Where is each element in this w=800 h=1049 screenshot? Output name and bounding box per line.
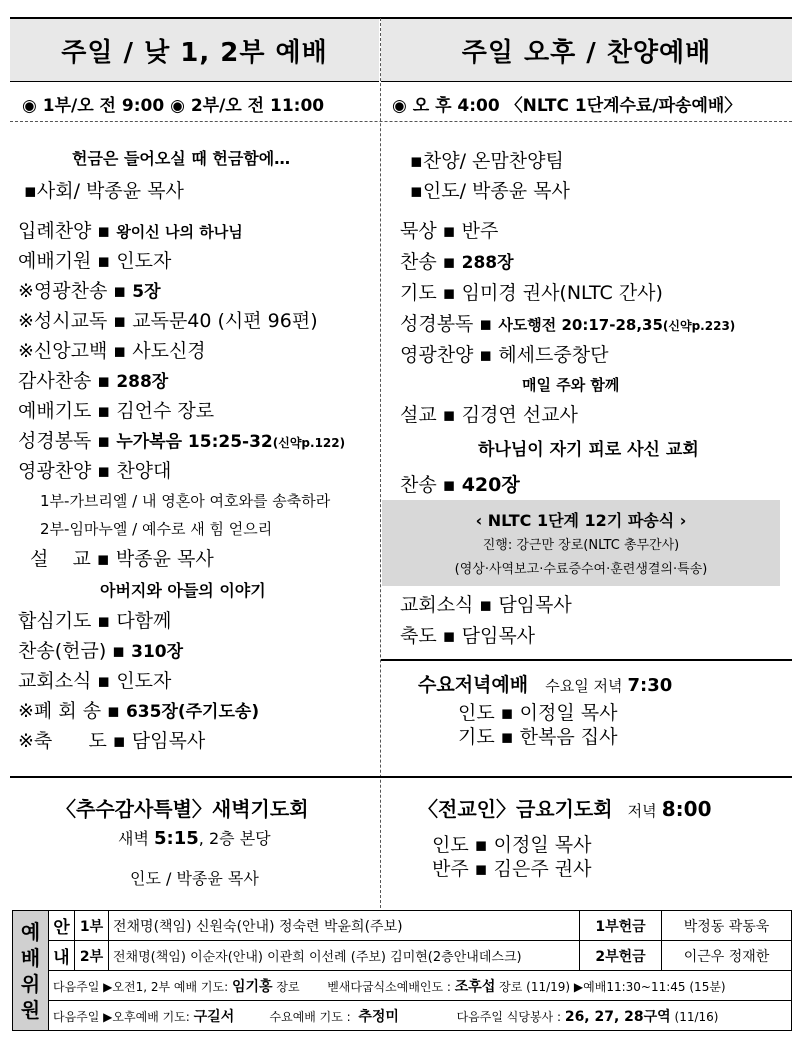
- order-item-label: 축도: [400, 625, 437, 647]
- order-item-value: 인도자: [116, 670, 172, 692]
- friday-lead: 인도 ▪ 이정일 목사: [432, 834, 592, 856]
- order-item-bullet: ▪: [97, 430, 111, 452]
- order-item-label: 성경봉독: [18, 430, 92, 452]
- order-item: [18, 456, 171, 483]
- wednesday-lead: 인도 ▪ 이정일 목사: [458, 702, 618, 724]
- order-item: [400, 340, 608, 367]
- order-item-value: 635장(주기도송): [125, 702, 260, 722]
- left-sermon: 설 교 ▪ 박종윤 목사: [30, 548, 214, 570]
- order-item-value: 사도행전 20:17-28,35: [498, 316, 663, 334]
- order-item-label: 찬송(헌금): [18, 640, 107, 662]
- order-item-bullet: ▪: [442, 220, 456, 242]
- friday-heading: 〈전교인〉금요기도회 저녁 8:00: [418, 797, 712, 821]
- left-header-title: 주일 / 낮 1, 2부 예배: [61, 37, 328, 68]
- order-item: [18, 666, 171, 693]
- committee-label: 예배위원: [13, 911, 49, 1031]
- right-header-title: 주일 오후 / 찬양예배: [461, 37, 712, 68]
- order-item-label: ※신앙고백: [18, 340, 108, 362]
- row2-part: 2부: [75, 941, 109, 971]
- choir-1: 1부-가브리엘 / 내 영혼아 여호와를 송축하라: [40, 492, 331, 510]
- committee-table: [12, 910, 792, 1031]
- presider: ▪사회/ 박종윤 목사: [24, 180, 184, 202]
- order-item-label: ※폐 회 송: [18, 700, 102, 722]
- order-item-label: 교회소식: [18, 670, 92, 692]
- wednesday-time: 7:30: [627, 675, 673, 696]
- order-item-label: 영광찬양: [18, 460, 92, 482]
- order-item-value: 반주: [461, 220, 499, 242]
- order-item-value: 310장: [131, 642, 184, 662]
- left-header: [10, 18, 379, 82]
- row2-names: 전채명(책임) 이순자(안내) 이관희 이선례 (주보) 김미현(2층안내데스크): [109, 941, 580, 971]
- order-item-label: 성경봉독: [400, 313, 474, 335]
- order-item: [18, 216, 243, 243]
- wednesday-time-label: 수요일 저녁: [545, 677, 623, 695]
- order-item-label: 영광찬양: [400, 344, 474, 366]
- order-item: [18, 336, 206, 363]
- order-item: [400, 247, 514, 274]
- order-item-bullet: ▪: [442, 282, 456, 304]
- order-item: [18, 426, 345, 453]
- order-item-page-ref: (신약p.122): [272, 436, 346, 450]
- order-item-bullet: ▪: [107, 700, 120, 722]
- offering-note: 헌금은 들어오실 때 헌금함에…: [72, 149, 291, 168]
- order-item-value: 다함께: [116, 610, 172, 632]
- order-item-bullet: ▪: [97, 610, 111, 632]
- order-item-bullet: ▪: [442, 625, 456, 647]
- order-item-value: 교독문40 (시편 96편): [132, 310, 318, 332]
- order-item-bullet: ▪: [479, 313, 493, 335]
- order-item: [18, 636, 183, 663]
- order-item-value: 288장: [461, 253, 514, 273]
- order-item-bullet: ▪: [113, 340, 127, 362]
- order-item-value: 담임목사: [131, 730, 206, 752]
- right-praise: ▪찬양/ 온맘찬양팀: [410, 150, 564, 172]
- order-item: [400, 309, 735, 336]
- order-item-bullet: ▪: [112, 730, 126, 752]
- order-item-label: ※축 도: [18, 730, 107, 752]
- right-times: ◉ 오 후 4:00 〈NLTC 1단계수료/파송예배〉: [392, 95, 742, 116]
- order-item-value: 5장: [132, 282, 161, 302]
- order-item-bullet: ▪: [479, 594, 493, 616]
- right-sermon-title: 하나님이 자기 피로 사신 교회: [478, 440, 699, 460]
- order-item-bullet: ▪: [97, 460, 111, 482]
- order-item: [18, 246, 171, 273]
- order-item-bullet: ▪: [113, 280, 127, 302]
- order-item: [400, 621, 535, 648]
- guide-char-1: 안: [49, 911, 75, 941]
- order-item: [400, 590, 572, 617]
- order-item-label: ※영광찬송: [18, 280, 108, 302]
- order-item: [18, 306, 318, 333]
- right-hymn: 찬송 ▪ 420장: [400, 474, 520, 496]
- order-item-label: 찬송: [400, 251, 437, 273]
- row1-names: 전채명(책임) 신원숙(안내) 정숙련 박윤희(주보): [109, 911, 580, 941]
- guide-char-2: 내: [49, 941, 75, 971]
- next-week-row2: 다음주일 ▶오후예배 기도: 구길서 수요예배 기도 : 추정미 다음주일 식당봉사 : 26, 27, 28구역 (11/16): [49, 1001, 792, 1031]
- order-item: [18, 606, 171, 633]
- order-item: [18, 696, 259, 723]
- ceremony-program: (영상·사역보고·수료증수여·훈련생결의·특송): [454, 562, 708, 577]
- order-item-value: 인도자: [116, 250, 172, 272]
- ceremony-box: [382, 500, 780, 586]
- right-leader: ▪인도/ 박종윤 목사: [410, 180, 570, 202]
- right-header: [381, 18, 792, 82]
- right-song: 매일 주와 함께: [522, 376, 620, 394]
- order-item-bullet: ▪: [479, 344, 493, 366]
- order-item-label: 기도: [400, 282, 437, 304]
- order-item-label: 예배기원: [18, 250, 92, 272]
- order-item-bullet: ▪: [97, 370, 111, 392]
- row1-offering-names: 박정동 곽동욱: [662, 911, 792, 941]
- order-item-label: 묵상: [400, 220, 437, 242]
- ceremony-lead: 진행: 강근만 장로(NLTC 총무간사): [482, 538, 680, 553]
- order-item-value: 288장: [116, 372, 169, 392]
- order-item-label: 교회소식: [400, 594, 474, 616]
- order-item-value: 담임목사: [461, 625, 536, 647]
- row2-offering: 2부헌금: [580, 941, 662, 971]
- dawn-title: 〈추수감사특별〉새벽기도회: [56, 797, 309, 821]
- order-item: [18, 276, 161, 303]
- row1-offering: 1부헌금: [580, 911, 662, 941]
- order-item-value: 누가복음 15:25-32: [116, 432, 273, 452]
- order-item-value: 왕이신 나의 하나님: [116, 223, 243, 241]
- order-item: [400, 278, 663, 305]
- wednesday-prayer: 기도 ▪ 한복음 집사: [458, 726, 618, 748]
- row2-offering-names: 이근우 정재한: [662, 941, 792, 971]
- wednesday-title: 수요저녁예배: [418, 674, 529, 696]
- sermon-label: 설 교: [30, 548, 91, 570]
- choir-2: 2부-임마누엘 / 예수로 새 힘 얻으리: [40, 520, 273, 538]
- order-item-bullet: ▪: [97, 250, 111, 272]
- left-times: ◉ 1부/오 전 9:00 ◉ 2부/오 전 11:00: [22, 95, 325, 116]
- order-item-value: 담임목사: [498, 594, 572, 616]
- order-item-label: 합심기도: [18, 610, 92, 632]
- order-item-bullet: ▪: [113, 310, 127, 332]
- order-item-value: 헤세드중창단: [498, 344, 609, 366]
- order-item-label: ※성시교독: [18, 310, 108, 332]
- ceremony-title: ‹ NLTC 1단계 12기 파송식 ›: [475, 511, 687, 530]
- order-item-bullet: ▪: [97, 220, 111, 242]
- order-item-page-ref: (신약p.223): [662, 319, 736, 333]
- order-item: [400, 216, 498, 243]
- order-item: [18, 726, 205, 753]
- friday-title: 〈전교인〉금요기도회: [418, 797, 613, 821]
- dawn-lead: 인도 / 박종윤 목사: [130, 869, 259, 888]
- order-item-value: 사도신경: [132, 340, 206, 362]
- friday-accomp: 반주 ▪ 김은주 권사: [432, 858, 592, 880]
- order-item-label: 예배기도: [18, 400, 92, 422]
- order-item-label: 입례찬양: [18, 220, 92, 242]
- order-item-value: 찬양대: [116, 460, 172, 482]
- right-sermon: 설교 ▪ 김경연 선교사: [400, 404, 578, 426]
- order-item-bullet: ▪: [112, 640, 126, 662]
- next-week-row1: 다음주일 ▶오전1, 2부 예배 기도: 임기홍 장로 벧새다굽식소예배인도 : 조후섭 장로 (11/19) ▶예배11:30~11:45 (15분): [49, 971, 792, 1001]
- order-item-value: 임미경 권사(NLTC 간사): [461, 282, 663, 304]
- dawn-time: 새벽 5:15, 2층 본당: [118, 828, 271, 849]
- left-sermon-title: 아버지와 아들의 이야기: [100, 581, 266, 600]
- wednesday-heading: [418, 670, 672, 697]
- order-item-bullet: ▪: [97, 670, 111, 692]
- row1-part: 1부: [75, 911, 109, 941]
- order-item-bullet: ▪: [442, 251, 456, 273]
- order-item-bullet: ▪: [97, 400, 111, 422]
- order-item: [18, 366, 168, 393]
- order-item-label: 감사찬송: [18, 370, 92, 392]
- order-item: [18, 396, 214, 423]
- order-item-value: 김언수 장로: [116, 400, 215, 422]
